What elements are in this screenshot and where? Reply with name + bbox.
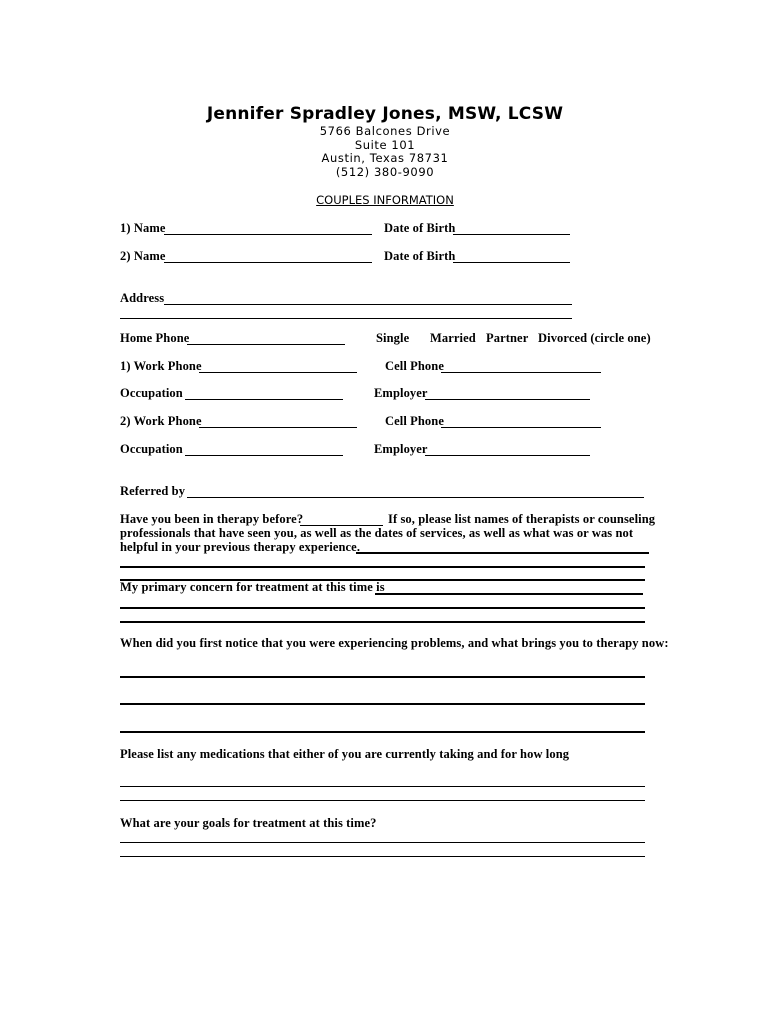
employer2-label: Employer [374,442,428,456]
cell-phone1-label: Cell Phone [385,359,444,373]
address-city: Austin, Texas 78731 [321,151,449,165]
dob2-label: Date of Birth [384,249,456,263]
therapy-history-field-1[interactable] [356,552,649,554]
occupation1-field[interactable] [185,399,343,400]
marital-partner[interactable]: Partner [486,331,529,345]
occupation2-label: Occupation [120,442,183,456]
marital-divorced[interactable]: Divorced (circle one) [538,331,651,345]
occupation1-label: Occupation [120,386,183,400]
name1-field[interactable] [164,234,372,235]
employer1-label: Employer [374,386,428,400]
address-field-line1[interactable] [164,304,572,305]
first-notice-field-3[interactable] [120,731,645,733]
address-field-line2[interactable] [120,318,572,319]
practitioner-name: Jennifer Spradley Jones, MSW, LCSW [206,104,564,124]
name2-field[interactable] [164,262,372,263]
cell-phone2-label: Cell Phone [385,414,444,428]
medications-question: Please list any medications that either of you are currently taking and for how long [120,747,570,761]
marital-married[interactable]: Married [430,331,476,345]
first-notice-field-1[interactable] [120,676,645,678]
primary-concern-field-2[interactable] [120,607,645,609]
address-suite: Suite 101 [354,138,416,152]
first-notice-question: When did you first notice that you were experiencing problems, and what brings you to therapy now: [120,636,669,650]
address-street: 5766 Balcones Drive [319,124,451,138]
cell-phone2-field[interactable] [441,427,601,428]
marital-single[interactable]: Single [376,331,410,345]
dob1-label: Date of Birth [384,221,456,235]
therapy-history-field-2[interactable] [120,566,645,568]
goals-field-1[interactable] [120,842,645,843]
name1-label: 1) Name [120,221,166,235]
home-phone-field[interactable] [187,344,345,345]
therapy-before-question: Have you been in therapy before? [120,512,304,526]
name2-label: 2) Name [120,249,166,263]
referred-by-label: Referred by [120,484,186,498]
home-phone-label: Home Phone [120,331,190,345]
therapy-followup-text: If so, please list names of therapists or counseling [388,512,656,526]
occupation2-field[interactable] [185,455,343,456]
work-phone1-label: 1) Work Phone [120,359,202,373]
cell-phone1-field[interactable] [441,372,601,373]
dob1-field[interactable] [453,234,570,235]
address-label: Address [120,291,165,305]
primary-concern-field-3[interactable] [120,621,645,623]
therapy-line2: professionals that have seen you, as well as the dates of services, as well as what was or was not [120,526,634,540]
work-phone2-field[interactable] [199,427,357,428]
section-title: COUPLES INFORMATION [316,193,454,207]
medications-field-1[interactable] [120,786,645,787]
work-phone2-label: 2) Work Phone [120,414,202,428]
therapy-line3: helpful in your previous therapy experience. [120,540,361,554]
primary-concern-field-1[interactable] [375,593,643,595]
employer2-field[interactable] [425,455,590,456]
primary-concern-question: My primary concern for treatment at this time is [120,580,385,594]
dob2-field[interactable] [453,262,570,263]
goals-field-2[interactable] [120,856,645,857]
referred-by-field[interactable] [187,497,644,498]
first-notice-field-2[interactable] [120,703,645,705]
goals-question: What are your goals for treatment at this time? [120,816,377,830]
work-phone1-field[interactable] [199,372,357,373]
medications-field-2[interactable] [120,800,645,801]
practice-phone: (512) 380-9090 [335,165,435,179]
employer1-field[interactable] [425,399,590,400]
